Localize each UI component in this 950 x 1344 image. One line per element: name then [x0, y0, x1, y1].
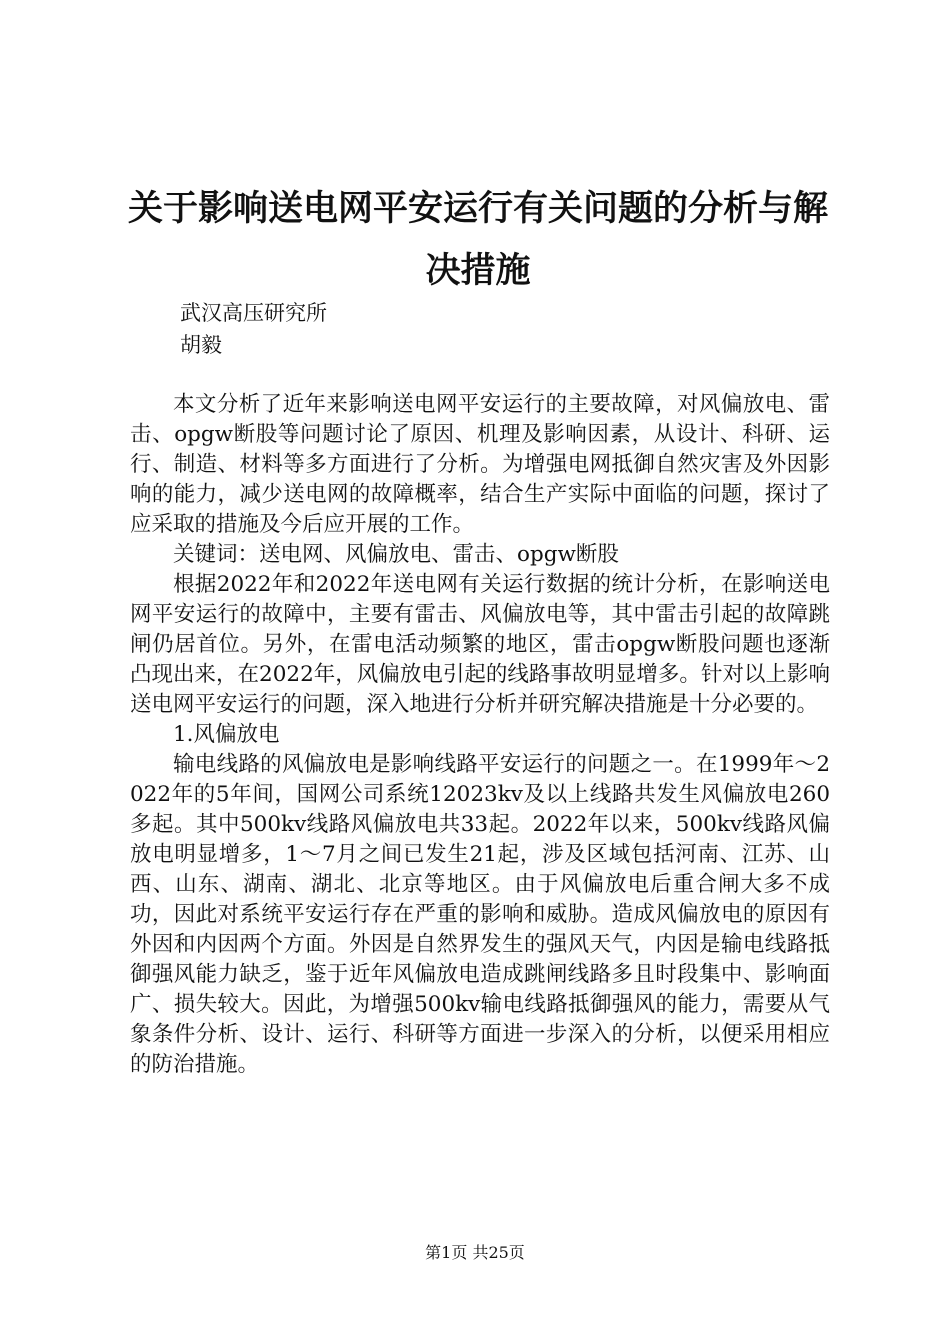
author-name: 胡毅	[180, 333, 222, 357]
intro-paragraph: 根据2022年和2022年送电网有关运行数据的统计分析，在影响送电网平安运行的故障中，主要有雷击、风偏放电等，其中雷击引起的故障跳闸仍居首位。另外，在雷电活动频繁的地区，雷击opgw断股问题也逐渐凸现出来，在2022年，风偏放电引起的线路事故明显增多。针对以上影响送电网平安运行的问题，深入地进行分析并研究解决措施是十分必要的。	[130, 572, 830, 717]
section-heading: 1.风偏放电	[173, 722, 280, 747]
keywords-line: 关键词：送电网、风偏放电、雷击、opgw断股	[173, 542, 619, 567]
section-paragraph: 输电线路的风偏放电是影响线路平安运行的问题之一。在1999年～2022年的5年间，国网公司系统12023kv及以上线路共发生风偏放电260多起。其中500kv线路风偏放电共33起。2022年以来，500kv线路风偏放电明显增多，1～7月之间已发生21起，涉及区域包括河南、江苏、山西、山东、湖南、湖北、北京等地区。由于风偏放电后重合闸大多不成功，因此对系统平安运行存在严重的影响和威胁。造成风偏放电的原因有外因和内因两个方面。外因是自然界发生的强风天气，内因是输电线路抵御强风能力缺乏，鉴于近年风偏放电造成跳闸线路多且时段集中、影响面广、损失较大。因此，为增强500kv输电线路抵御强风的能力，需要从气象条件分析、设计、运行、科研等方面进一步深入的分析，以便采用相应的防治措施。	[130, 752, 830, 1077]
page-footer: 第1页 共25页	[425, 1243, 525, 1262]
document-body	[130, 390, 830, 1080]
author-organization: 武汉高压研究所	[180, 301, 327, 325]
abstract-paragraph: 本文分析了近年来影响送电网平安运行的主要故障，对风偏放电、雷击、opgw断股等问题讨论了原因、机理及影响因素，从设计、科研、运行、制造、材料等多方面进行了分析。为增强电网抵御自然灾害及外因影响的能力，减少送电网的故障概率，结合生产实际中面临的问题，探讨了应采取的措施及今后应开展的工作。	[130, 392, 830, 537]
document-title: 关于影响送电网平安运行有关问题的分析与解决措施	[127, 189, 828, 291]
